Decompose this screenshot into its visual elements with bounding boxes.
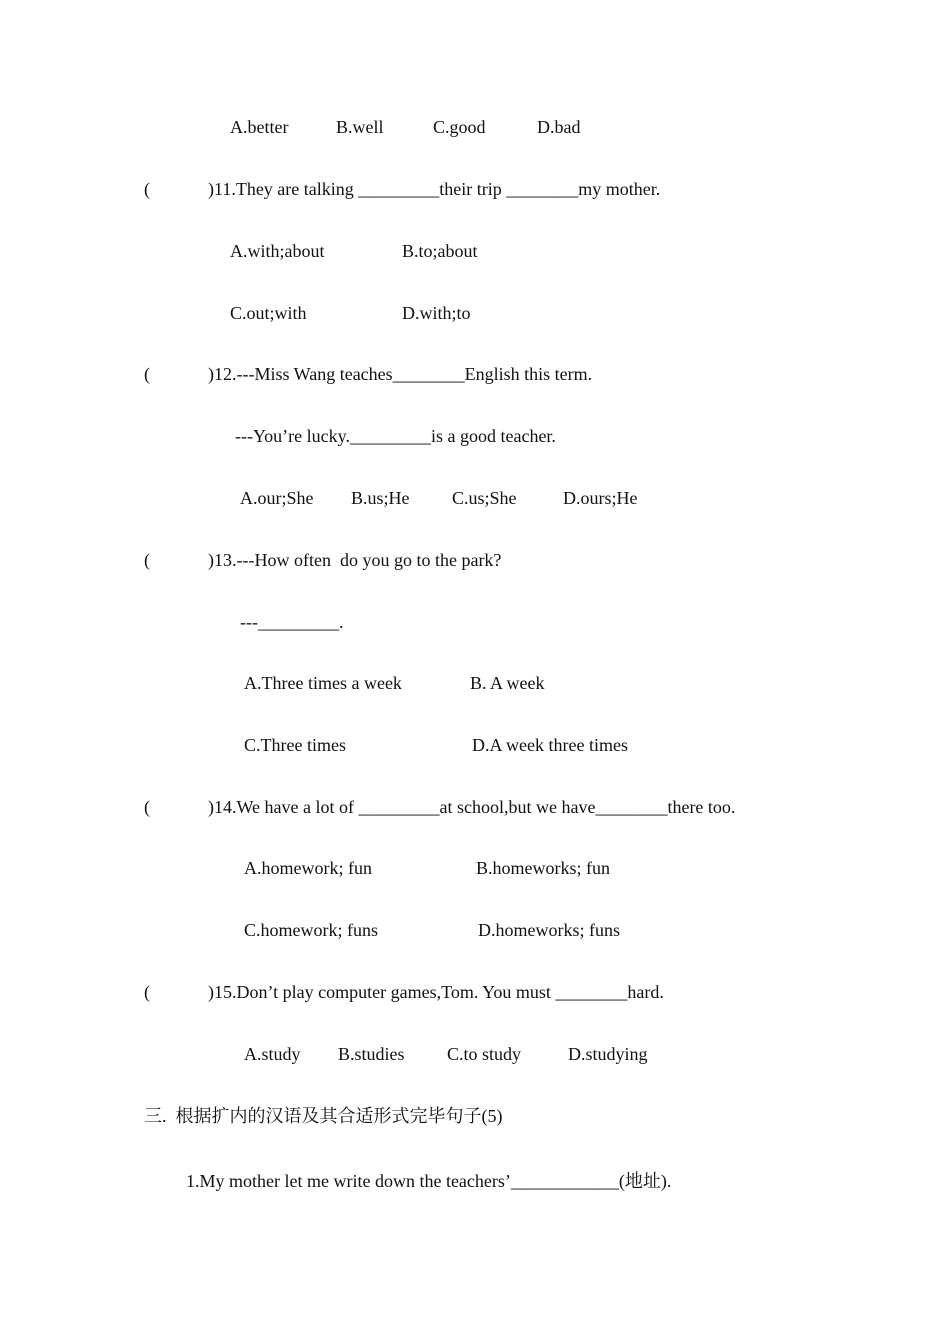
q11-option-b: B.to;about xyxy=(402,241,478,261)
q12-stem: )12.---Miss Wang teaches________English this term. xyxy=(208,364,593,384)
q12-option-a: A.our;She xyxy=(240,488,314,508)
q13-stem: )13.---How often do you go to the park? xyxy=(208,550,502,570)
q13-option-a: A.Three times a week xyxy=(244,673,402,693)
section-3-question-1: 1.My mother let me write down the teachers’____________(地址). xyxy=(186,1171,672,1191)
q15-option-c: C.to study xyxy=(447,1044,522,1064)
q14-option-d: D.homeworks; funs xyxy=(478,920,620,940)
q14-answer-paren: ( xyxy=(144,797,150,817)
q15-option-b: B.studies xyxy=(338,1044,405,1064)
q12-option-c: C.us;She xyxy=(452,488,517,508)
q14-option-a: A.homework; fun xyxy=(244,858,372,878)
q15-stem: )15.Don’t play computer games,Tom. You must ________hard. xyxy=(208,982,664,1002)
q12-reply: ---You’re lucky._________is a good teacher. xyxy=(235,426,556,446)
q12-answer-paren: ( xyxy=(144,364,150,384)
section-3-heading: 三. 根据扩内的汉语及其合适形式完毕句子(5) xyxy=(144,1106,503,1126)
q14-option-c: C.homework; funs xyxy=(244,920,378,940)
q11-option-d: D.with;to xyxy=(402,303,471,323)
q10-option-c: C.good xyxy=(433,117,486,137)
q13-option-d: D.A week three times xyxy=(472,735,628,755)
q13-reply: ---_________. xyxy=(240,612,344,632)
q11-option-a: A.with;about xyxy=(230,241,325,261)
q15-option-a: A.study xyxy=(244,1044,301,1064)
q13-option-b: B. A week xyxy=(470,673,545,693)
q13-answer-paren: ( xyxy=(144,550,150,570)
q14-option-b: B.homeworks; fun xyxy=(476,858,610,878)
q11-option-c: C.out;with xyxy=(230,303,307,323)
q11-stem: )11.They are talking _________their trip ________my mother. xyxy=(208,179,661,199)
q14-stem: )14.We have a lot of _________at school,but we have________there too. xyxy=(208,797,736,817)
q10-option-b: B.well xyxy=(336,117,384,137)
q12-option-b: B.us;He xyxy=(351,488,410,508)
q15-option-d: D.studying xyxy=(568,1044,648,1064)
q12-option-d: D.ours;He xyxy=(563,488,638,508)
q10-option-d: D.bad xyxy=(537,117,581,137)
q11-answer-paren: ( xyxy=(144,179,150,199)
q13-option-c: C.Three times xyxy=(244,735,346,755)
q10-option-a: A.better xyxy=(230,117,289,137)
q15-answer-paren: ( xyxy=(144,982,150,1002)
